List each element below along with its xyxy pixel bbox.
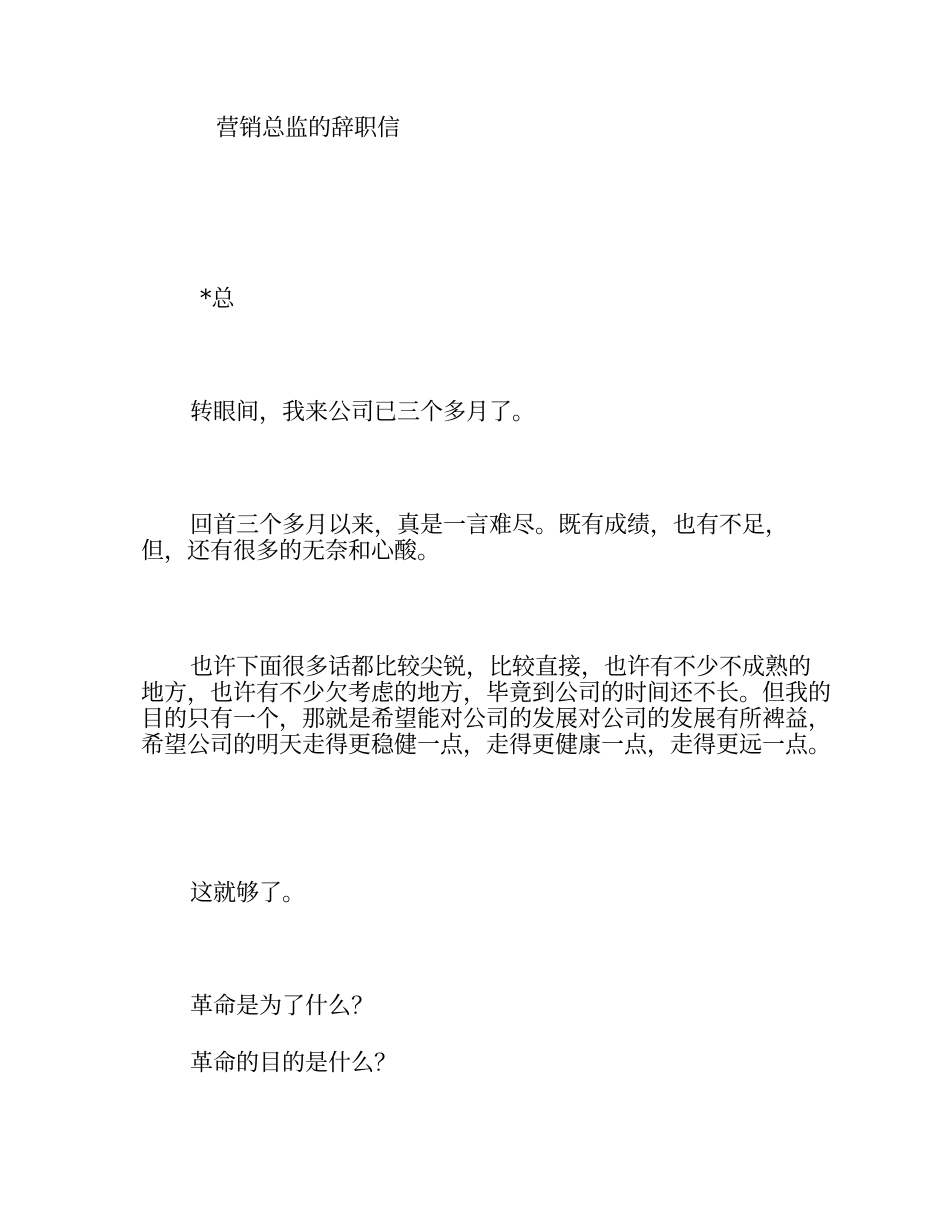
paragraph-5: 革命是为了什么？ (190, 993, 374, 1019)
paragraph-6: 革命的目的是什么？ (190, 1050, 397, 1076)
paragraph-1: 转眼间，我来公司已三个多月了。 (190, 399, 535, 425)
document-title: 营销总监的辞职信 (216, 115, 400, 141)
paragraph-2: 回首三个多月以来，真是一言难尽。既有成绩，也有不足，但，还有很多的无奈和心酸。 (141, 512, 788, 564)
paragraph-4: 这就够了。 (190, 880, 305, 906)
salutation: *总 (200, 286, 235, 312)
paragraph-3: 也许下面很多话都比较尖锐，比较直接，也许有不少不成熟的地方，也许有不少欠考虑的地方，毕竟到公司的时间还不长。但我的目的只有一个，那就是希望能对公司的发展对公司的发展有所裨益，希望公司的明天走得更稳健一点，走得更健康一点，走得更远一点。 (141, 654, 831, 758)
